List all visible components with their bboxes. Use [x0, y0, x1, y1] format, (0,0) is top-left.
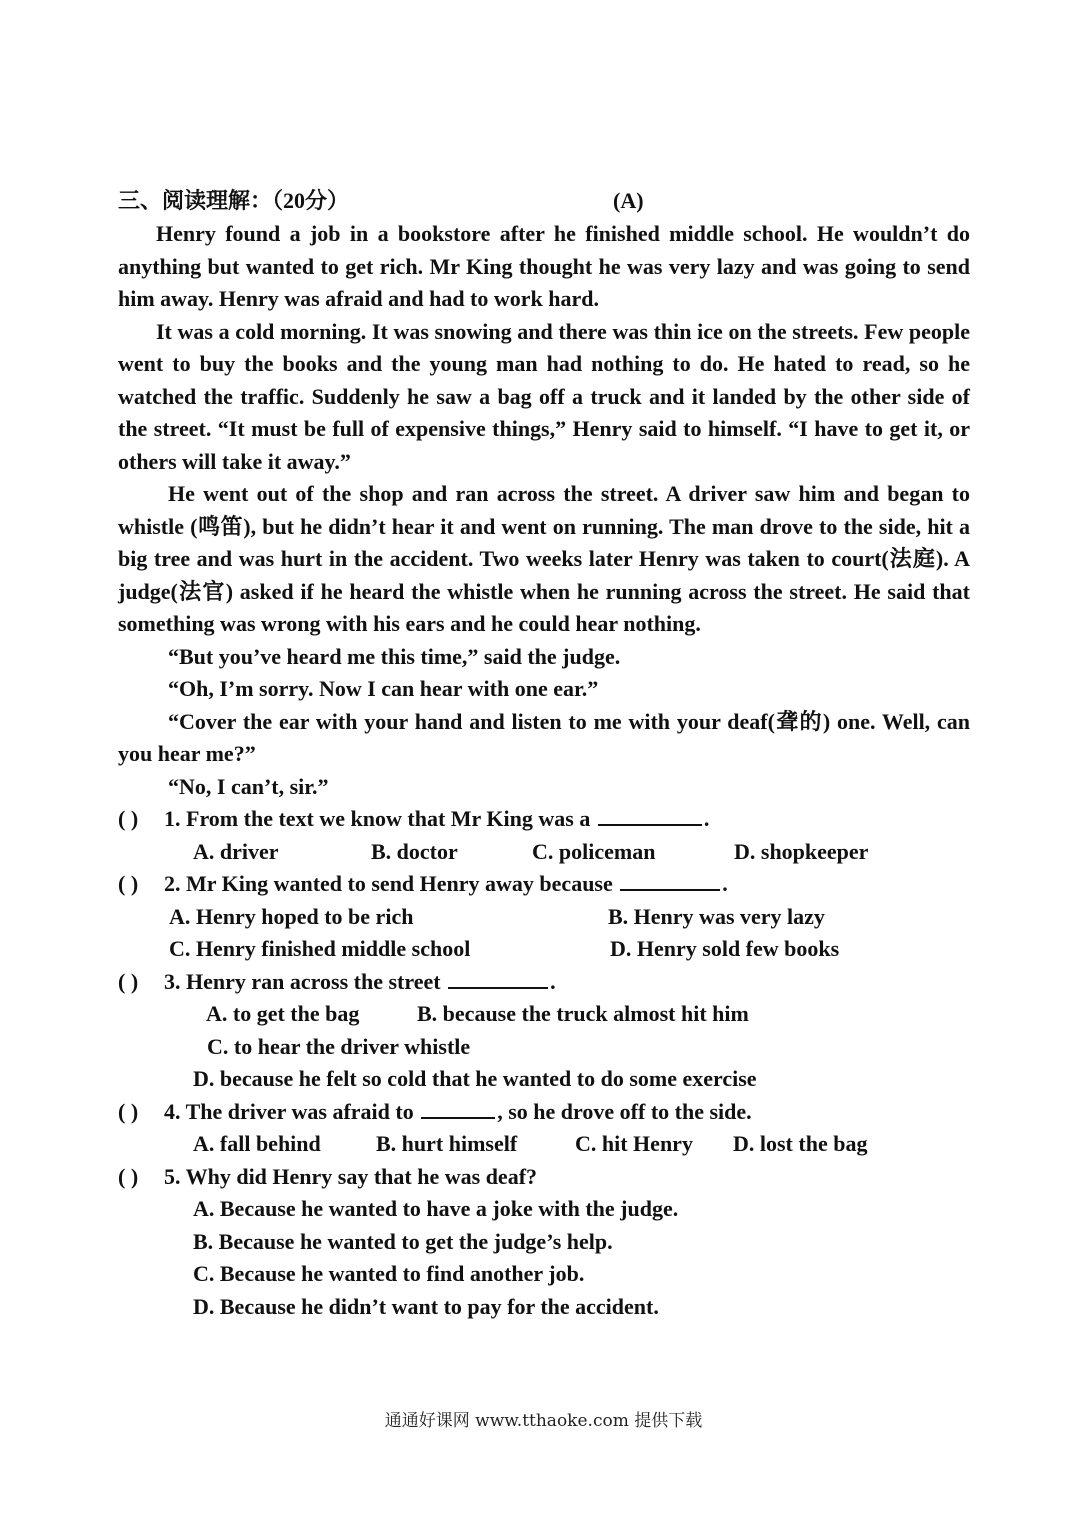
options-row — [118, 901, 970, 934]
answer-parentheses[interactable]: ( ) — [118, 1098, 139, 1124]
option-b: B. because the truck almost hit him — [417, 1001, 749, 1026]
answer-parentheses[interactable]: ( ) — [118, 968, 139, 994]
question-1 — [118, 803, 970, 836]
answer-blank[interactable] — [598, 804, 702, 826]
options-row — [118, 1031, 970, 1064]
options-row — [118, 1063, 970, 1096]
section-heading — [118, 184, 970, 218]
option-b: B. Henry was very lazy — [608, 903, 825, 929]
question-3 — [118, 966, 970, 999]
answer-blank[interactable] — [448, 967, 548, 989]
dialogue-line: “No, I can’t, sir.” — [168, 773, 329, 799]
dialogue-line: “But you’ve heard me this time,” said the judge. — [168, 643, 621, 669]
options-row — [118, 1258, 970, 1291]
answer-parentheses[interactable]: ( ) — [118, 871, 139, 896]
options-row — [118, 1193, 970, 1226]
option-b: B. Because he wanted to get the judge’s help. — [193, 1228, 613, 1254]
option-c: C. hit Henry — [575, 1131, 693, 1156]
option-d: D. Henry sold few books — [610, 936, 840, 961]
answer-parentheses[interactable]: ( ) — [118, 806, 139, 831]
option-c: C. Henry finished middle school — [169, 936, 471, 961]
passage-paragraph: It was a cold morning. It was snowing and there was thin ice on the streets. Few people went to buy the books and the young man had nothing to do. He hated to read, so he watched the traffic. Suddenly he saw a bag off a truck and it landed by the other side of the street. “It must be full of expensive things,” Henry said to himself. “I have to get it, or others will take it away.” — [118, 318, 970, 474]
option-d: D. shopkeeper — [734, 838, 869, 864]
answer-blank[interactable] — [620, 869, 720, 891]
options-row — [118, 933, 970, 966]
part-label: (A) — [613, 188, 644, 213]
question-stem: 2. Mr King wanted to send Henry away because . — [164, 871, 728, 896]
options-row — [118, 836, 970, 869]
passage-paragraph: He went out of the shop and ran across the street. A driver saw him and began to whistle (鸣笛), but he didn’t hear it and went on running. The man drove to the side, hit a big tree and was hurt in the accident. Two weeks later Henry was taken to court(法庭). A judge(法官) asked if he heard the whistle when he running across the street. He said that something was wrong with his ears and he could hear nothing. — [118, 481, 970, 636]
options-row — [118, 1291, 970, 1324]
question-stem: 4. The driver was afraid to , so he drove off to the side. — [164, 1098, 752, 1124]
passage-paragraph: Henry found a job in a bookstore after he finished middle school. He wouldn’t do anything but wanted to get rich. Mr King thought he was very lazy and was going to send him away. Henry was afraid and had to work hard. — [118, 221, 970, 311]
reading-section — [118, 184, 970, 1323]
option-d: D. lost the bag — [733, 1131, 868, 1156]
option-d: D. Because he didn’t want to pay for the accident. — [193, 1293, 659, 1319]
page-footer: 通通好课网 www.tthaoke.com 提供下载 — [384, 1411, 703, 1431]
section-title: 三、阅读理解：（20分） — [118, 188, 350, 213]
option-c: C. to hear the driver whistle — [207, 1033, 471, 1059]
answer-parentheses[interactable]: ( ) — [118, 1163, 139, 1189]
dialogue-line: “Cover the ear with your hand and listen to me with your deaf(聋的) one. Well, can you hear me?” — [118, 708, 970, 766]
answer-blank[interactable] — [421, 1097, 495, 1119]
options-row — [118, 1128, 970, 1161]
option-a: A. Because he wanted to have a joke with the judge. — [193, 1196, 679, 1221]
option-a: A. driver — [193, 838, 279, 864]
option-b: B. doctor — [371, 838, 458, 864]
option-c: C. Because he wanted to find another job. — [193, 1261, 585, 1286]
option-a: A. to get the bag — [206, 1001, 360, 1026]
question-stem: 3. Henry ran across the street . — [164, 968, 556, 994]
dialogue-line: “Oh, I’m sorry. Now I can hear with one ear.” — [168, 676, 599, 701]
option-a: A. Henry hoped to be rich — [169, 903, 414, 929]
question-5 — [118, 1161, 970, 1194]
question-stem: 5. Why did Henry say that he was deaf? — [164, 1163, 538, 1189]
option-b: B. hurt himself — [376, 1131, 518, 1156]
options-row — [118, 1226, 970, 1259]
options-row — [118, 998, 970, 1031]
question-stem: 1. From the text we know that Mr King was a . — [164, 806, 710, 831]
question-4 — [118, 1096, 970, 1129]
option-d: D. because he felt so cold that he wanted to do some exercise — [193, 1066, 757, 1091]
question-2 — [118, 868, 970, 901]
option-c: C. policeman — [532, 838, 656, 864]
option-a: A. fall behind — [193, 1131, 321, 1156]
